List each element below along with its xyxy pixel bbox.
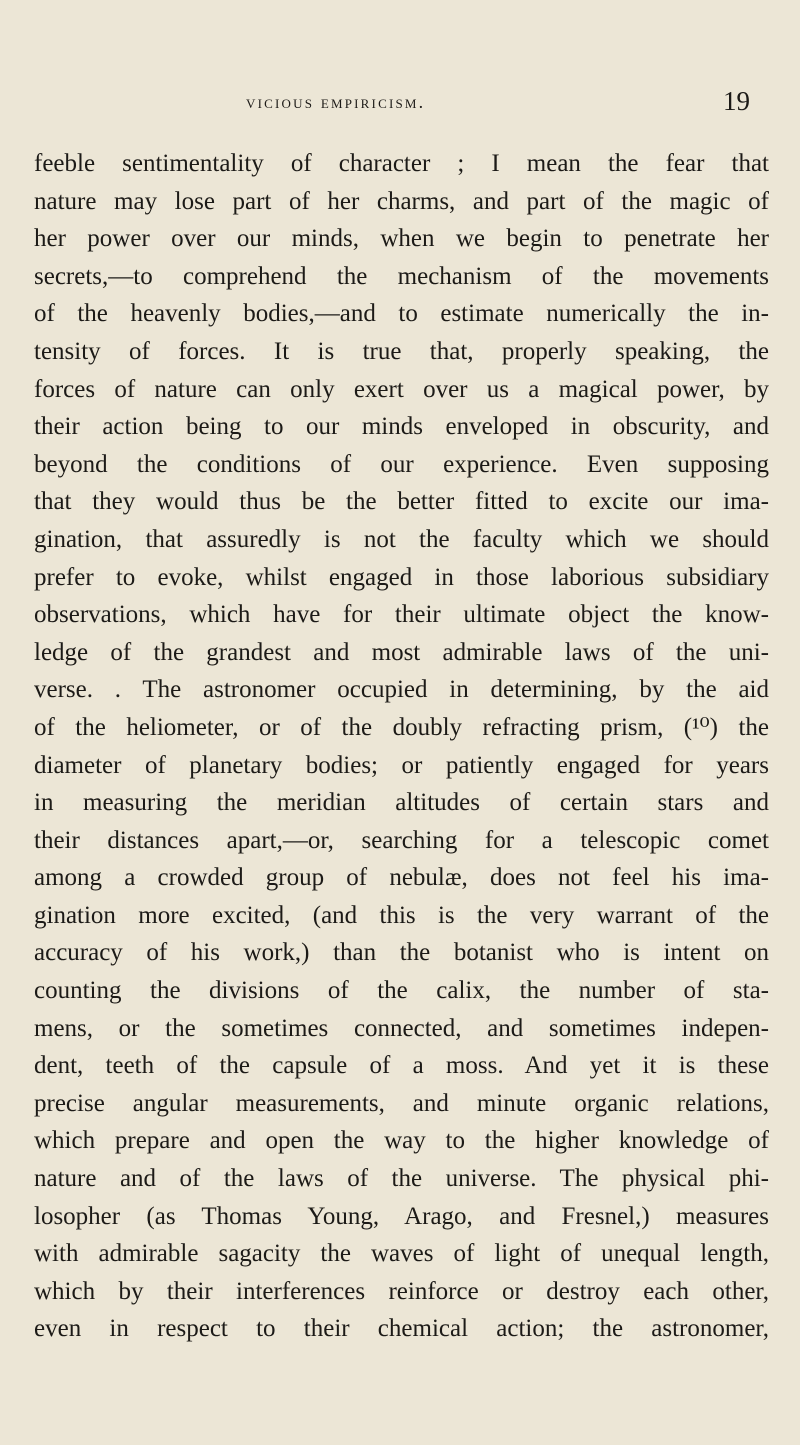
text-line: of the heavenly bodies,—and to estimate numerically the in- [34,300,769,328]
text-line: counting the divisions of the calix, the number of sta- [34,977,769,1005]
text-line: forces of nature can only exert over us a magical power, by [34,375,769,403]
text-line: mens, or the sometimes connected, and sometimes indepen- [34,1014,769,1042]
text-line: with admirable sagacity the waves of light of unequal length, [34,1240,769,1268]
text-line: of the heliometer, or of the doubly refracting prism, (¹⁰) the [34,713,769,741]
text-line: their distances apart,—or, searching for a telescopic comet [34,826,769,854]
text-line: nature and of the laws of the universe. The physical phi- [34,1165,769,1193]
text-line: verse. . The astronomer occupied in determining, by the aid [34,676,769,704]
text-line: diameter of planetary bodies; or patiently engaged for years [34,751,769,779]
text-line: tensity of forces. It is true that, properly speaking, the [34,337,769,365]
text-line: dent, teeth of the capsule of a moss. And yet it is these [34,1052,769,1080]
text-line: gination, that assuredly is not the faculty which we should [34,525,769,553]
text-line: beyond the conditions of our experience. Even supposing [34,450,769,478]
text-line: secrets,—to comprehend the mechanism of the movements [34,262,769,290]
text-line: which by their interferences reinforce or destroy each other, [34,1277,769,1305]
text-line: ledge of the grandest and most admirable laws of the uni- [34,638,769,666]
text-line: feeble sentimentality of character ; I mean the fear that [34,150,769,177]
text-line: accuracy of his work,) than the botanist who is intent on [34,939,769,967]
text-line: her power over our minds, when we begin to penetrate her [34,225,769,253]
body-text [34,145,769,1348]
text-line: losopher (as Thomas Young, Arago, and Fresnel,) measures [34,1202,769,1230]
text-line: precise angular measurements, and minute organic relations, [34,1089,769,1117]
text-line: that they would thus be the better fitted to excite our ima- [34,488,769,516]
text-line: which prepare and open the way to the higher knowledge of [34,1127,769,1155]
text-line: in measuring the meridian altitudes of certain stars and [34,789,769,817]
text-line: even in respect to their chemical action; the astronomer, [34,1315,769,1343]
running-title: vicious empiricism. [246,92,426,112]
running-head [0,86,800,126]
text-line: prefer to evoke, whilst engaged in those laborious subsidiary [34,563,769,591]
text-line: observations, which have for their ultimate object the know- [34,601,769,629]
text-line: among a crowded group of nebulæ, does not feel his ima- [34,864,769,892]
page-number: 19 [723,86,750,116]
text-line: their action being to our minds enveloped in obscurity, and [34,413,769,441]
text-line: gination more excited, (and this is the very warrant of the [34,901,769,929]
text-line: nature may lose part of her charms, and part of the magic of [34,187,769,215]
